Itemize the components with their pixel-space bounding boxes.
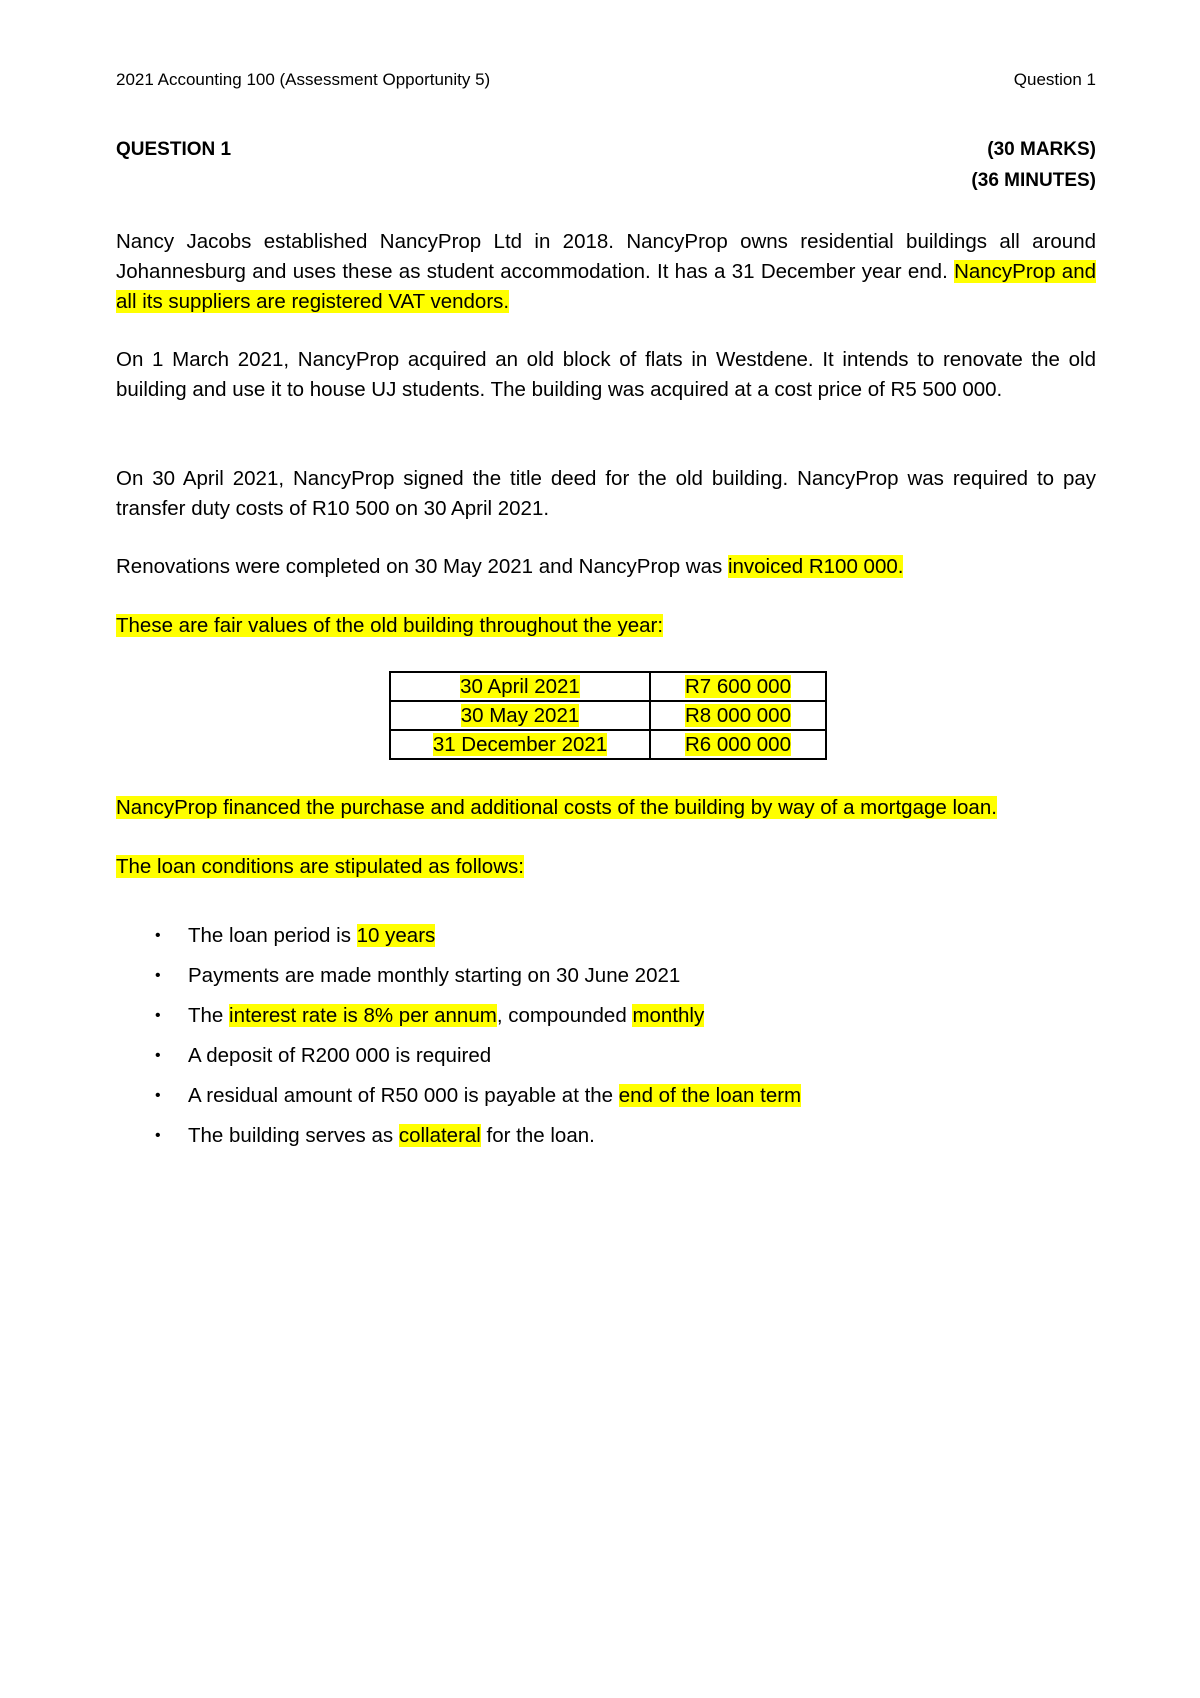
highlighted-text: R6 000 000 xyxy=(684,732,791,756)
list-item xyxy=(116,1002,801,1042)
list-item-text: A residual amount of R50 000 is payable at the xyxy=(188,1084,619,1107)
list-item-text: Payments are made monthly starting on 30 June 2021 xyxy=(188,964,681,987)
bullet-icon: • xyxy=(155,1087,161,1104)
list-item xyxy=(116,1042,801,1082)
bullet-icon: • xyxy=(155,1127,161,1144)
header-course-title: 2021 Accounting 100 (Assessment Opportunity 5) xyxy=(116,70,491,89)
paragraph-renovations xyxy=(116,552,1096,582)
paragraph-loan-conditions-intro xyxy=(116,852,1096,882)
table-row xyxy=(390,730,826,759)
paragraph-text: On 1 March 2021, NancyProp acquired an old block of flats in Westdene. It intends to renovate the old building and use it to house UJ students. The building was acquired at a cost price of R5 500 000. xyxy=(116,348,1096,401)
list-item-text: The loan period is xyxy=(188,924,357,947)
highlighted-text: The loan conditions are stipulated as follows: xyxy=(116,855,524,878)
highlighted-text: 30 April 2021 xyxy=(460,674,580,698)
highlighted-text: monthly xyxy=(632,1004,705,1027)
paragraph-text: On 30 April 2021, NancyProp signed the title deed for the old building. NancyProp was required to pay transfer duty costs of R10 500 on 30 April 2021. xyxy=(116,467,1096,520)
list-item-text: for the loan. xyxy=(480,1124,595,1147)
table-cell-value xyxy=(650,730,826,759)
highlighted-text: R7 600 000 xyxy=(684,674,791,698)
list-item-text: , compounded xyxy=(496,1004,633,1027)
bullet-icon: • xyxy=(155,1047,161,1064)
highlighted-text: interest rate is 8% per annum xyxy=(229,1004,497,1027)
highlighted-text: NancyProp financed the purchase and additional costs of the building by way of a mortgage loan. xyxy=(116,796,997,819)
table-row xyxy=(390,701,826,730)
table-cell-date xyxy=(390,672,650,701)
highlighted-text: 30 May 2021 xyxy=(460,703,580,727)
paragraph-acquisition xyxy=(116,345,1096,405)
highlighted-text: NancyProp and all its suppliers are registered VAT vendors. xyxy=(116,260,1096,313)
question-marks: (30 MARKS) xyxy=(987,139,1096,160)
highlighted-text: These are fair values of the old building throughout the year: xyxy=(116,614,664,637)
header-question-label: Question 1 xyxy=(1013,70,1096,89)
list-item xyxy=(116,962,801,1002)
loan-conditions-list xyxy=(116,922,801,1162)
paragraph-company-background xyxy=(116,227,1096,317)
bullet-icon: • xyxy=(155,1007,161,1024)
paragraph-fair-values-intro xyxy=(116,611,1096,641)
paragraph-financing xyxy=(116,793,1096,823)
question-title: QUESTION 1 xyxy=(116,139,232,160)
list-item xyxy=(116,1122,801,1162)
table-row xyxy=(390,672,826,701)
list-item-text: A deposit of R200 000 is required xyxy=(188,1044,492,1067)
question-minutes: (36 MINUTES) xyxy=(971,170,1096,191)
highlighted-text: 31 December 2021 xyxy=(432,732,608,756)
fair-values-table xyxy=(389,671,827,760)
paragraph-text: Nancy Jacobs established NancyProp Ltd in 2018. NancyProp owns residential buildings all around Johannesburg and uses these as student accommodation. It has a 31 December year end. xyxy=(116,230,1096,283)
bullet-icon: • xyxy=(155,927,161,944)
paragraph-title-deed xyxy=(116,464,1096,524)
highlighted-text: end of the loan term xyxy=(618,1084,802,1107)
highlighted-text: collateral xyxy=(398,1124,481,1147)
list-item-text: The building serves as xyxy=(188,1124,399,1147)
list-item-text: The xyxy=(188,1004,230,1027)
table-cell-date xyxy=(390,701,650,730)
paragraph-text: Renovations were completed on 30 May 2021 and NancyProp was xyxy=(116,555,728,578)
table-cell-value xyxy=(650,672,826,701)
highlighted-text: 10 years xyxy=(356,924,436,947)
highlighted-text: R8 000 000 xyxy=(684,703,791,727)
list-item xyxy=(116,1082,801,1122)
table-cell-date xyxy=(390,730,650,759)
document-page xyxy=(116,0,1096,1698)
list-item xyxy=(116,922,801,962)
running-header xyxy=(116,70,1096,94)
bullet-icon: • xyxy=(155,967,161,984)
highlighted-text: invoiced R100 000. xyxy=(727,555,904,578)
table-cell-value xyxy=(650,701,826,730)
